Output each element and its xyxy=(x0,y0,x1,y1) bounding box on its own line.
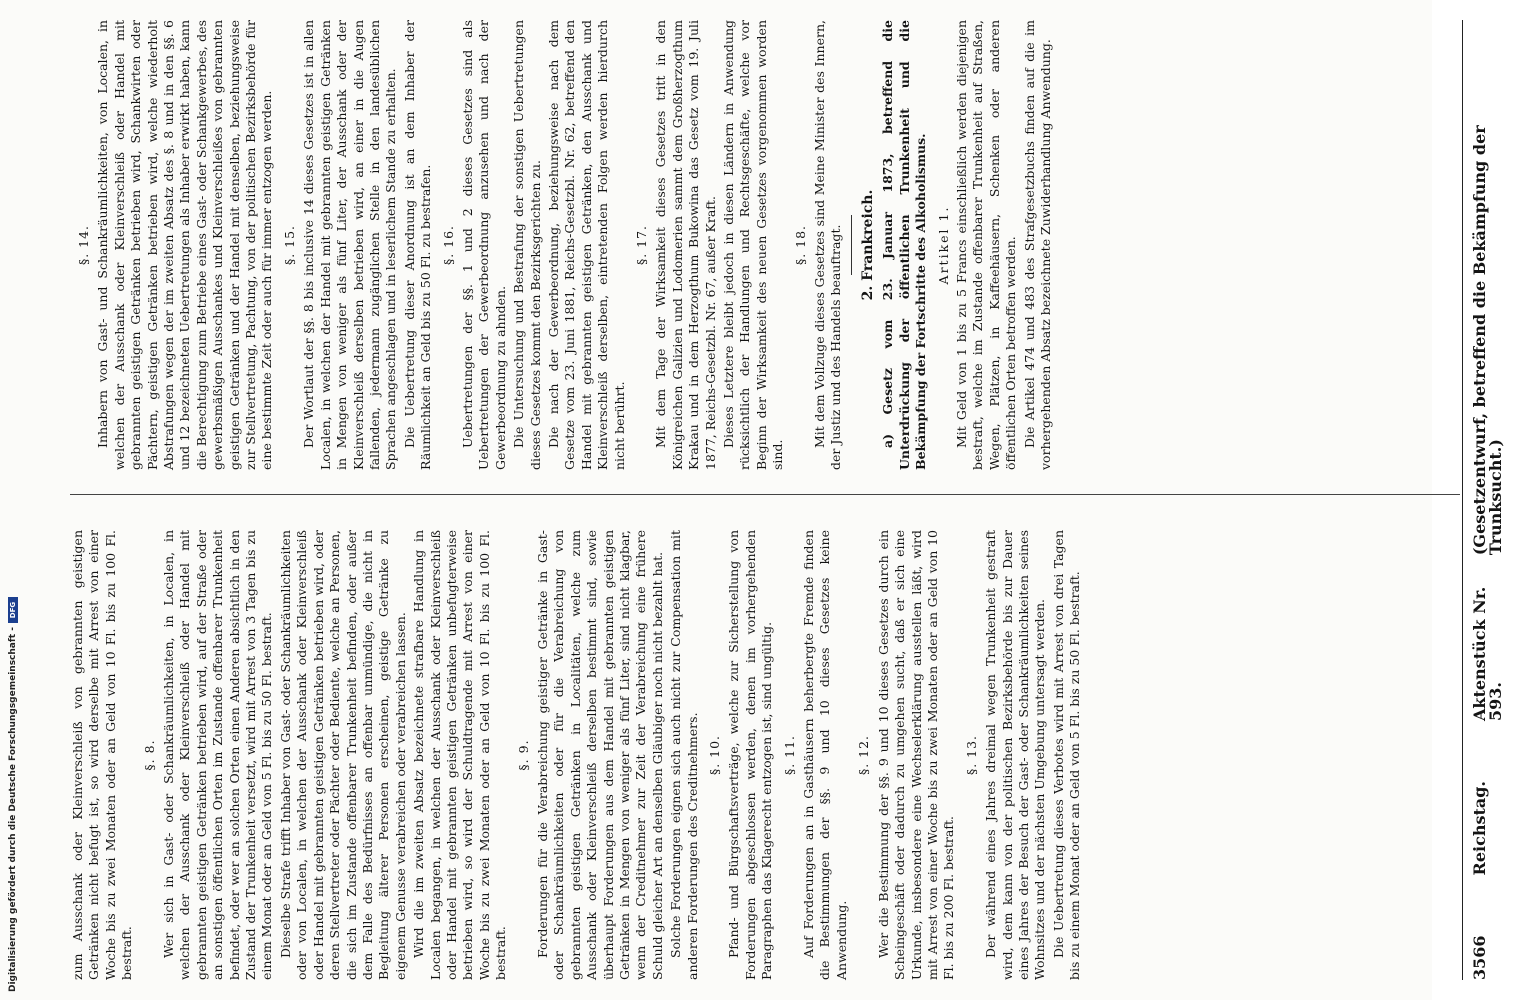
paragraph: zum Ausschank oder Kleinverschleiß von gebrannten geistigen Getränken nicht befugt ist, so wird derselbe mit Arrest von einer Woche bis zu zwei Monaten oder an Geld von 10 Fl. bis zu 100 Fl. bestraft. xyxy=(70,530,135,980)
section-title: §. 13. xyxy=(963,734,979,776)
paragraph: Mit Geld von 1 bis zu 5 Francs einschließlich werden diejenigen bestraft, welche im Zustande offenbarer Trunkenheit auf Straßen, Wegen, Plätzen, in Kaffeehäusern, Schenken oder anderen öffentlichen Orten betroffen werden. xyxy=(953,20,1019,470)
document-subject: (Gesetzentwurf, betreffend die Bekämpfung der Trunksucht.) xyxy=(1469,125,1505,556)
page-header xyxy=(1470,20,1506,980)
paragraph: Wer die Bestimmung der §§. 9 und 10 dieses Gesetzes durch ein Scheingeschäft oder dadurch zu umgehen sucht, daß er sich eine Urkunde, insbesondere eine Wechselerklärung ausstellen läßt, wird mit Arrest von einer Woche bis zu zwei Monaten oder an Geld von 10 Fl. bis zu 200 Fl. bestraft. xyxy=(875,530,957,980)
section-title: §. 15. xyxy=(281,224,297,266)
section-title: §. 10. xyxy=(707,734,723,776)
paragraph: Forderungen für die Verabreichung geistiger Getränke in Gast- oder Schankräumlichkeiten oder für die Verabreichung von gebrannten geistigen Getränken in Localitäten, welche zum Ausschank oder Kleinverschleiß derselben bestimmt sind, sowie überhaupt Forderungen aus dem Handel mit gebrannten geistigen Getränken in Mengen von weniger als fünf Liter, sind nicht klagbar, wenn der Creditnehmer zur Zeit der Verabreichung eine frühere Schuld gleicher Art an denselben Gläubiger noch nicht bezahlt hat. xyxy=(534,530,665,980)
section-title: §. 17. xyxy=(634,224,649,266)
paragraph: Auf Forderungen an in Gasthäusern beherbergte Fremde finden die Bestimmungen der §§. 9 und 10 dieses Gesetzes keine Anwendung. xyxy=(801,530,849,980)
header-rule xyxy=(1462,20,1463,980)
paragraph: Der während eines Jahres dreimal wegen Trunkenheit gestraft wird, dem kann von der politischen Bezirksbehörde bis zur Dauer eines Jahres der Besuch der Gast- oder Schankräumlichkeiten seines Wohnsitzes und der nächsten Umgebung untersagt werden. xyxy=(983,530,1048,980)
paragraph: Dieselbe Strafe trifft Inhaber von Gast- oder Schankräumlichkeiten oder von Localen, in welchen der Ausschank oder Kleinverschleiß oder Handel mit gebrannten geistigen Getränken betrieben wird, oder deren Stellvertreter oder Pächter oder Bediente, welche an Personen, die sich im Zustande offenbarer Trunkenheit befinden, oder außer dem Falle des Bedürfnisses an offenbar unmündige, die nicht in Begleitung älterer Personen erscheinen, geistige Getränke zu eigenem Genusse verabreichen oder verabreichen lassen. xyxy=(277,530,408,980)
paragraph: Dieses Letztere bleibt jedoch in diesen Ländern in Anwendung rücksichtlich der Handlungen und Rechtsgeschäfte, welche vor Beginn der Wirksamkeit des neuen Gesetzes vorgenommen worden sind. xyxy=(721,20,786,470)
paragraph: Die Uebertretung dieser Anordnung ist an dem Inhaber der Räumlichkeit an Geld bis zu 50 Fl. zu bestrafen. xyxy=(401,20,434,470)
section-title: §. 16. xyxy=(440,224,456,266)
section-title: §. 9. xyxy=(515,739,531,771)
section-title: §. 11. xyxy=(781,734,797,776)
paragraph: Wird die im zweiten Absatz bezeichnete strafbare Handlung in Localen begangen, in welchen der Ausschank oder Kleinverschleiß oder Handel mit gebrannten geistigen Getränken unbefugterweise betrieben wird, so wird der Schuldtragende mit Arrest von einer Woche bis zu zwei Monaten oder an Geld von 10 Fl. bis zu 100 Fl. bestraft. xyxy=(411,530,509,980)
section-title: §. 14. xyxy=(76,224,91,266)
rotated-document-page xyxy=(70,20,1520,980)
paragraph: Die Artikel 474 und 483 des Strafgesetzbuchs finden auf die im vorhergehenden Absatz bezeichnete Zuwiderhandlung Anwendung. xyxy=(1021,20,1053,470)
paragraph: Pfand- und Bürgschaftsverträge, welche zur Sicherstellung von Forderungen abgeschlossen werden, denen im vorhergehenden Paragraphen das Klagerecht entzogen ist, sind ungültig. xyxy=(726,530,775,980)
paragraph: Uebertretungen der §§. 1 und 2 dieses Gesetzes sind als Uebertretungen der Gewerbeordnung anzusehen und nach der Gewerbeordnung zu ahnden. xyxy=(459,20,508,470)
dfg-logo-icon: DFG xyxy=(8,597,18,623)
paragraph: Mit dem Vollzuge dieses Gesetzes sind Meine Minister des Innern, der Justiz und des Handels beauftragt. xyxy=(812,20,844,470)
digitization-credit xyxy=(8,12,18,992)
paragraph: Mit dem Tage der Wirksamkeit dieses Gesetzes tritt in den Königreichen Galizien und Lodomerien sammt dem Großherzogthum Krakau und in dem Herzogthum Bukowina das Gesetz vom 19. Juli 1877, Reichs-Gesetzbl. Nr. 67, außer Kraft. xyxy=(653,20,718,470)
page-number: 3566 xyxy=(1469,935,1489,980)
credit-text: Digitalisierung gefördert durch die Deutsche Forschungsgemeinschaft - xyxy=(8,627,18,992)
section-title: §. 18. xyxy=(792,224,808,266)
paragraph: Die Untersuchung und Bestrafung der sonstigen Uebertretungen dieses Gesetzes kommt den Bezirksgerichten zu. xyxy=(511,20,543,470)
left-column xyxy=(70,530,1450,980)
article-title: Artikel 1. xyxy=(935,205,951,285)
country-heading: 2. Frankreich. xyxy=(859,189,876,301)
section-title: §. 12. xyxy=(856,734,872,776)
paragraph: Die Uebertretung dieses Verbotes wird mit Arrest von drei Tagen bis zu einem Monat oder an Geld von 5 Fl. bis zu 50 Fl. bestraft. xyxy=(1050,530,1083,980)
paragraph: Wer sich in Gast- oder Schankräumlichkeiten, in Localen, in welchen der Ausschank oder Kleinverschleiß oder Handel mit gebrannten geistigen Getränken betrieben wird, auf der Straße oder an sonstigen öffentlichen Orten im Zustande offenbarer Trunkenheit befindet, oder wer an solchen Orten einen Anderen absichtlich in den Zustand der Trunkenheit versetzt, wird mit Arrest von 3 Tagen bis zu einem Monat oder an Geld von 5 Fl. bis zu 50 Fl. bestraft. xyxy=(161,530,275,980)
document-number: Aktenstück Nr. 593. xyxy=(1469,586,1505,722)
law-title: a) Gesetz vom 23. Januar 1873, betreffend die Unterdrückung der öffentlichen Trunkenheit und die Bekämpfung der Fortschritte des Alkoholismus. xyxy=(880,20,929,470)
right-column xyxy=(70,20,1450,470)
section-separator xyxy=(851,215,852,275)
paragraph: Der Wortlaut der §§. 8 bis inclusive 14 dieses Gesetzes ist in allen Localen, in welchen der Handel mit gebrannten geistigen Getränken in Mengen von weniger als fünf Liter, der Ausschank oder der Kleinverschleiß derselben betrieben wird, an einer in die Augen fallenden, jedermann zugänglichen Stelle in den landesüblichen Sprachen angeschlagen und in leserlichem Stande zu erhalten. xyxy=(301,20,399,470)
paragraph: Die nach der Gewerbeordnung, beziehungsweise nach dem Gesetze vom 23. Juni 1881, Reichs-Gesetzbl. Nr. 62, betreffend den Handel mit gebrannten geistigen Getränken, den Ausschank und Kleinverschleiß derselben, eintretenden Folgen werden hierdurch nicht berührt. xyxy=(545,20,627,470)
publication-name: Reichstag. xyxy=(1469,781,1489,876)
column-divider xyxy=(70,494,1460,495)
paragraph: Inhabern von Gast- und Schankräumlichkeiten, von Localen, in welchen der Ausschank oder Kleinverschleiß oder Handel mit gebrannten geistigen Getränken betrieben wird, Schankwirten oder Pächtern, geistigen Getränken betrieben wird, welche wiederholt Abstrafungen wegen der im zweiten Absatz des §. 8 und in den §§. 6 und 12 bezeichneten Uebertretungen als Inhaber erwirkt haben, kann die Berechtigung zum Betriebe eines Gast- oder Schankgewerbes, des gewerbsmäßigen Ausschankes und Kleinverschleißes von gebrannten geistigen Getränken und der Handel mit denselben, beziehungsweise zur Stellvertretung, Pachtung, von der politischen Bezirksbehörde für eine bestimmte Zeit oder auch für immer entzogen werden. xyxy=(95,20,275,470)
section-title: §. 8. xyxy=(141,739,157,771)
paragraph: Solche Forderungen eignen sich auch nicht zur Compensation mit anderen Forderungen des Creditnehmers. xyxy=(668,530,700,980)
